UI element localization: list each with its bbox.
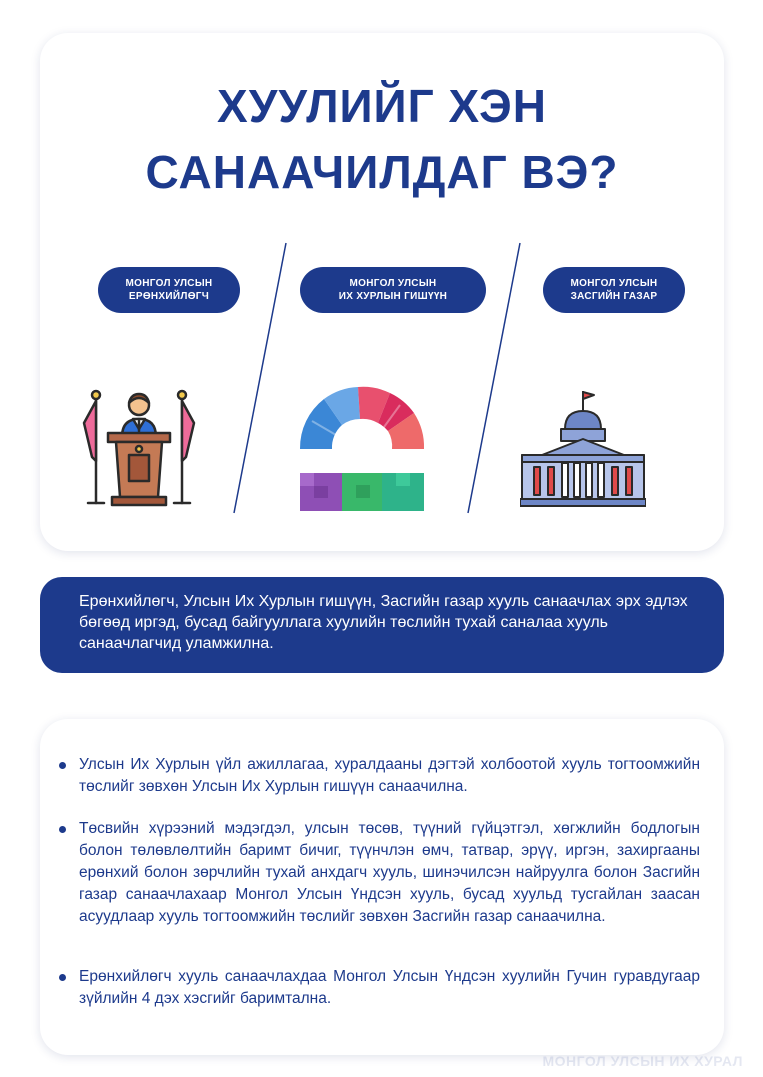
list-item-text: Төсвийн хүрээний мэдэгдэл, улсын төсөв, түүний гүйцэтгэл, хөгжлийн бодлогын болон төлөвлөлтийн баримт бичиг, түүнчлэн өмч, татвар, эрүү, иргэн, захиргааны ерөнхий болон зөрчлийн тухай анхдагч хууль, шинэчилсэн найруулга болон Засгийн газар санаачлахаар Монгол Улсын Үндсэн хууль, бусад хуульд тусгайлан заасан асуудлаар хууль тогтоомжийн төслийг зөвхөн Засгийн газар санаачилна. bbox=[79, 820, 700, 925]
bullet-dot-icon bbox=[59, 974, 66, 981]
rules-card bbox=[40, 719, 724, 1055]
watermark: МОНГОЛ УЛСЫН ИХ ХУРАЛ bbox=[542, 1053, 743, 1069]
government-building-icon bbox=[520, 389, 646, 507]
summary-text: Ерөнхийлөгч, Улсын Их Хурлын гишүүн, Засгийн газар хууль санаачлах эрх эдлэх бөгөөд иргэд, бусад байгууллага хуулийн төслийн тухай саналаа хууль санаачлагчид уламжилна. bbox=[79, 593, 688, 652]
parliament-seats-icon bbox=[298, 385, 426, 513]
initiator-label-government: МОНГОЛ УЛСЫН ЗАСГИЙН ГАЗАР bbox=[543, 267, 685, 313]
page-title: ХУУЛИЙГ ХЭН САНААЧИЛДАГ ВЭ? bbox=[145, 80, 619, 198]
initiator-label-president: МОНГОЛ УЛСЫН ЕРӨНХИЙЛӨГЧ bbox=[98, 267, 240, 313]
list-item-text: Ерөнхийлөгч хууль санаачлахдаа Монгол Улсын Үндсэн хуулийн Гучин гуравдугаар зүйлийн 4 дэх хэсгийг баримтална. bbox=[79, 968, 700, 1007]
initiators-card bbox=[40, 33, 724, 551]
bullet-dot-icon bbox=[59, 826, 66, 833]
bullet-dot-icon bbox=[59, 762, 66, 769]
list-item bbox=[79, 754, 700, 798]
list-item bbox=[79, 818, 700, 928]
list-item-text: Улсын Их Хурлын үйл ажиллагаа, хуралдааны дэгтэй холбоотой хууль тогтоомжийн төслийг зөвхөн Улсын Их Хурлын гишүүн санаачилна. bbox=[79, 756, 700, 795]
divider-line-left bbox=[234, 243, 286, 513]
podium-icon bbox=[78, 385, 200, 515]
initiator-label-parliament-member: МОНГОЛ УЛСЫН ИХ ХУРЛЫН ГИШҮҮН bbox=[300, 267, 486, 313]
summary-banner bbox=[40, 577, 724, 673]
list-item bbox=[79, 966, 700, 1010]
